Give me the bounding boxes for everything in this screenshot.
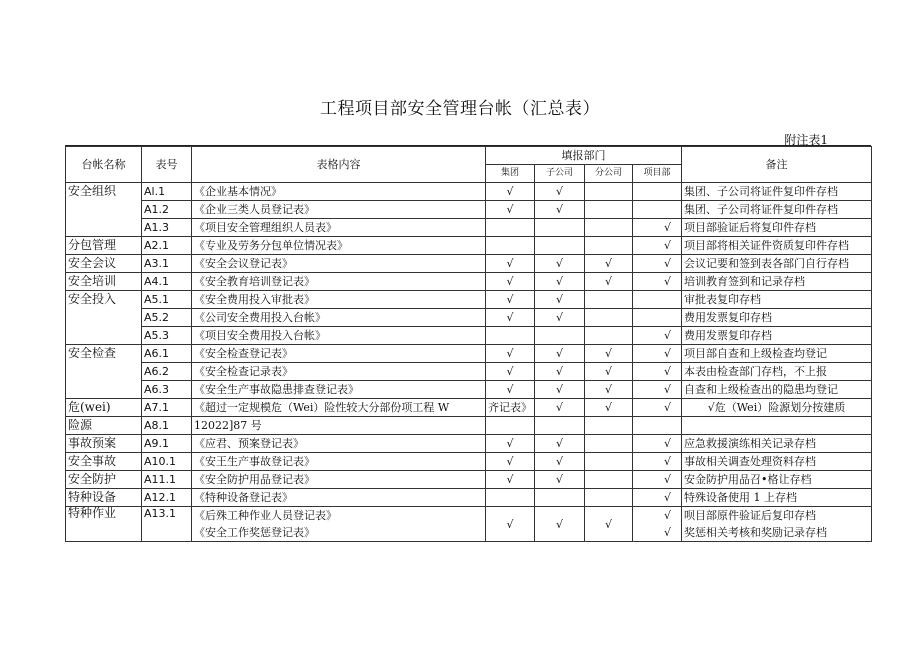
check-branch [585,201,633,219]
check-subsidiary: √ [535,507,585,542]
row-remark: 项目部将相关证件资质复印件存档 [682,237,872,255]
row-code: A1.2 [142,201,192,219]
row-remark: √危（Wei）险源划分按建质 [682,399,872,417]
check-project: √ [633,345,682,363]
check-group: √ [486,309,535,327]
row-category [66,219,142,237]
row-code: A12.1 [142,489,192,507]
row-content: 《项目安全费用投入台帐》 [192,327,486,345]
row-category: 安全防护 [66,471,142,489]
ledger-sheet [65,145,871,539]
row-category: 分包管理 [66,237,142,255]
check-project: √ [633,381,682,399]
row-remark: 费用发票复印存档 [682,327,872,345]
table-row [66,183,872,201]
row-content: 《后殊工种作业人员登记表》 [192,507,486,525]
table-row [66,489,872,507]
row-remark: 培训教育签到和记录存档 [682,273,872,291]
check-branch [585,453,633,471]
check-branch [585,417,633,435]
check-project [633,183,682,201]
check-subsidiary: √ [535,345,585,363]
ledger-table [65,146,872,542]
table-row [66,291,872,309]
header-remarks: 备注 [682,147,872,183]
table-row [66,237,872,255]
row-content: 《项目安全管理组织人员表》 [192,219,486,237]
row-remark: 会议记要和签到表各部门自行存档 [682,255,872,273]
check-subsidiary: √ [535,255,585,273]
check-project: √ [633,273,682,291]
check-subsidiary: √ [535,309,585,327]
row-remark: 集团、子公司将证件复印件存档 [682,201,872,219]
row-content: 《安全教育培训登记表》 [192,273,486,291]
row-remark: 自查和上级检查出的隐患均登记 [682,381,872,399]
row-category: 安全投入 [66,291,142,309]
check-subsidiary [535,219,585,237]
header-dept-subsidiary: 子公司 [535,165,585,183]
check-branch: √ [585,507,633,542]
check-group: √ [486,453,535,471]
row-remark: 集团、子公司将证件复印件存档 [682,183,872,201]
check-group: √ [486,273,535,291]
check-group: √ [486,435,535,453]
row-category: 安全检查 [66,345,142,363]
check-branch: √ [585,363,633,381]
table-row [66,399,872,417]
row-content-2: 《安全工作奖惩登记表》 [192,524,486,542]
check-subsidiary [535,327,585,345]
header-dept-group: 集团 [486,165,535,183]
check-project: √ [633,327,682,345]
check-project: √ [633,471,682,489]
row-content: 《安全检查记录表》 [192,363,486,381]
row-category [66,363,142,381]
row-content: 《超过一定规模危（Wei）险性较大分部份项工程 W [192,399,486,417]
check-project [633,291,682,309]
header-content: 表格内容 [192,147,486,183]
check-branch [585,489,633,507]
check-subsidiary: √ [535,273,585,291]
check-group: √ [486,363,535,381]
row-code: A3.1 [142,255,192,273]
check-branch [585,327,633,345]
check-branch: √ [585,255,633,273]
check-group: √ [486,471,535,489]
row-category: 安全会议 [66,255,142,273]
row-category [66,381,142,399]
row-category: 事故预案 [66,435,142,453]
check-branch [585,309,633,327]
header-code: 表号 [142,147,192,183]
table-row [66,345,872,363]
page-title: 工程项目部安全管理台帐（汇总表） [320,99,600,119]
check-group: √ [486,255,535,273]
table-row [66,453,872,471]
check-project: √ [633,507,682,525]
header-row [66,147,872,165]
check-subsidiary: √ [535,453,585,471]
check-project: √ [633,453,682,471]
check-group: √ [486,507,535,542]
check-subsidiary [535,489,585,507]
check-branch [585,291,633,309]
row-content: 《安王生产事故登记表》 [192,453,486,471]
check-project: √ [633,237,682,255]
check-branch [585,219,633,237]
row-category [66,309,142,327]
row-remark-2: 奖惩相关考核和奖励记录存档 [682,524,872,542]
row-content: 《企业基本情况》 [192,183,486,201]
header-category: 台帐名称 [66,147,142,183]
check-group [486,489,535,507]
row-category: 危(wei) [66,399,142,417]
check-group: √ [486,345,535,363]
check-project [633,309,682,327]
table-row [66,363,872,381]
appendix-note: 附注表1 [784,133,828,147]
row-code: A1.3 [142,219,192,237]
check-branch: √ [585,381,633,399]
row-remark: 安金防护用品召•格让存档 [682,471,872,489]
check-group: √ [486,201,535,219]
row-code: A6.2 [142,363,192,381]
check-subsidiary: √ [535,201,585,219]
check-project-2: √ [633,524,682,542]
table-row [66,309,872,327]
check-group [486,417,535,435]
check-subsidiary: √ [535,399,585,417]
table-row [66,273,872,291]
check-project: √ [633,363,682,381]
check-group [486,327,535,345]
table-row [66,435,872,453]
check-project: √ [633,435,682,453]
row-code: Al.1 [142,183,192,201]
table-row [66,327,872,345]
check-subsidiary: √ [535,291,585,309]
row-code: A5.3 [142,327,192,345]
row-remark: 呗目部原件验证后复印存档 [682,507,872,525]
row-remark: 事故相关调查处理资料存档 [682,453,872,471]
row-code: A5.1 [142,291,192,309]
check-branch: √ [585,273,633,291]
row-code: A4.1 [142,273,192,291]
check-subsidiary: √ [535,363,585,381]
row-content: 《应君、预案登记表》 [192,435,486,453]
check-group: √ [486,291,535,309]
row-content: 《专业及劳务分包单位情况表》 [192,237,486,255]
row-remark: 费用发票复印存档 [682,309,872,327]
row-category: 特种作业 [66,507,142,542]
check-branch [585,471,633,489]
row-content: 《企业三类人员登记表》 [192,201,486,219]
check-group: √ [486,381,535,399]
row-category: 安全组织 [66,183,142,201]
header-dept-project: 项目部 [633,165,682,183]
row-code: A10.1 [142,453,192,471]
table-row [66,201,872,219]
table-row [66,417,872,435]
row-remark: 项目部验证后将复印件存档 [682,219,872,237]
check-branch [585,183,633,201]
row-content-overflow: 齐记表》 [486,399,535,417]
check-project: √ [633,219,682,237]
check-group: √ [486,183,535,201]
check-group [486,237,535,255]
row-code: A9.1 [142,435,192,453]
row-remark: 本表由检查部门存档，不上报 [682,363,872,381]
table-row [66,219,872,237]
row-code: A7.1 [142,399,192,417]
check-subsidiary [535,417,585,435]
row-code: A6.3 [142,381,192,399]
check-project: √ [633,255,682,273]
row-remark: 应急救援演练相关记录存档 [682,435,872,453]
check-group [486,219,535,237]
row-code: A5.2 [142,309,192,327]
check-project [633,201,682,219]
row-category: 安全培训 [66,273,142,291]
row-content: 12022]87 号 [192,417,486,435]
row-content: 《安全生产事故隐患排查登记表》 [192,381,486,399]
row-content: 《安全费用投入审批表》 [192,291,486,309]
row-code: A11.1 [142,471,192,489]
check-subsidiary [535,237,585,255]
row-code: A13.1 [142,507,192,542]
row-code: A8.1 [142,417,192,435]
check-branch [585,237,633,255]
table-row [66,255,872,273]
row-category: 特种设备 [66,489,142,507]
row-content: 《特种设备登记表》 [192,489,486,507]
check-project: √ [633,399,682,417]
check-subsidiary: √ [535,435,585,453]
check-branch [585,435,633,453]
header-dept: 填报部门 [486,147,682,165]
check-subsidiary: √ [535,183,585,201]
row-content: 《公司安全费用投入台帐》 [192,309,486,327]
row-remark: 项目部自查和上级检查均登记 [682,345,872,363]
row-content: 《安全会议登记表》 [192,255,486,273]
check-project: √ [633,489,682,507]
check-branch: √ [585,345,633,363]
check-subsidiary: √ [535,381,585,399]
row-category: 安全事故 [66,453,142,471]
row-category [66,201,142,219]
row-content: 《安全防护用品登记表》 [192,471,486,489]
table-row [66,471,872,489]
row-code: A6.1 [142,345,192,363]
check-subsidiary: √ [535,471,585,489]
row-content: 《安全检查登记表》 [192,345,486,363]
row-remark: 特殊设备使用 1 上存档 [682,489,872,507]
row-category: 险源 [66,417,142,435]
row-category [66,327,142,345]
table-row [66,507,872,525]
check-project [633,417,682,435]
header-dept-branch: 分公司 [585,165,633,183]
check-branch: √ [585,399,633,417]
row-remark [682,417,872,435]
row-remark: 审批表复印存档 [682,291,872,309]
table-row [66,381,872,399]
row-code: A2.1 [142,237,192,255]
